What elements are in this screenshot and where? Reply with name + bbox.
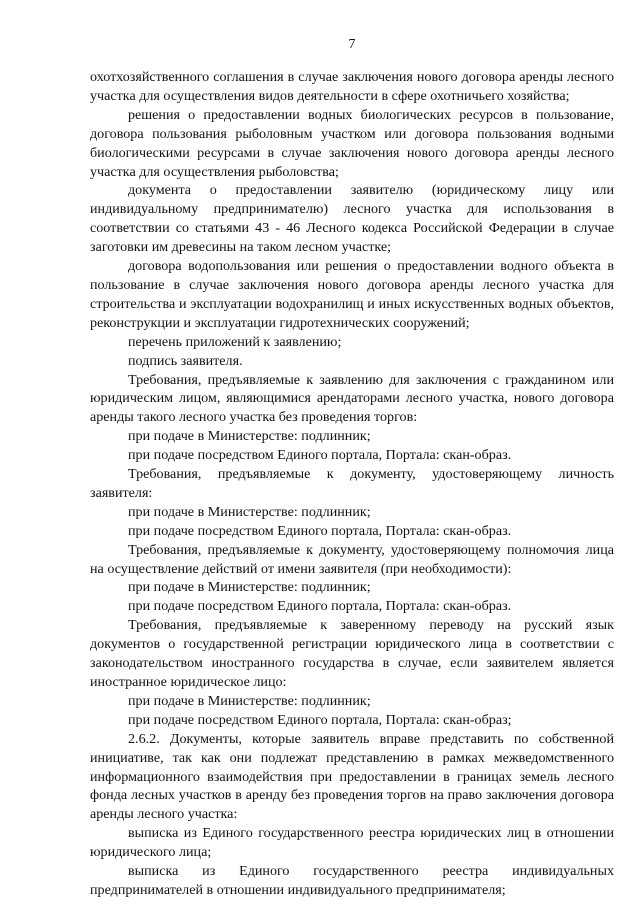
- paragraph: при подаче в Министерстве: подлинник;: [128, 579, 371, 596]
- paragraph: перечень приложений к заявлению;: [128, 333, 342, 350]
- paragraph: решения о предоставлении водных биологических ресурсов в пользование, договора пользования рыболовным участком или договора пользования водными биологическими ресурсами в случае заключения нового договора аренды лесного участка для осуществления рыболовства;: [90, 106, 614, 180]
- paragraph: документа о предоставлении заявителю (юридическому лицу или индивидуальному предпринимателю) лесного участка для использования в соответствии со статьями 43 - 46 Лесного кодекса Российской Федерации в случае заготовки им древесины на таком лесном участке;: [90, 182, 614, 256]
- document-body: [90, 68, 614, 900]
- paragraph: при подаче посредством Единого портала, Портала: скан-образ.: [128, 522, 512, 539]
- paragraph: Требования, предъявляемые к заявлению для заключения с гражданином или юридическим лицом, являющимися арендаторами лесного участка, нового договора аренды такого лесного участка без проведения торгов:: [90, 371, 614, 426]
- paragraph: при подаче в Министерстве: подлинник;: [128, 692, 371, 709]
- paragraph: выписка из Единого государственного реестра индивидуальных предпринимателей в отношении индивидуального предпринимателя;: [90, 863, 614, 898]
- paragraph: выписка из Единого государственного реестра юридических лиц в отношении юридического лица;: [90, 825, 614, 861]
- paragraph: Требования, предъявляемые к заверенному переводу на русский язык документов о государственной регистрации юридического лица в соответствии с законодательством иностранного государства в случае, если заявителем является иностранное юридическое лицо:: [90, 617, 614, 690]
- paragraph: при подаче посредством Единого портала, Портала: скан-образ;: [128, 711, 512, 728]
- paragraph: подпись заявителя.: [128, 352, 243, 369]
- page-number: 7: [348, 36, 356, 51]
- paragraph: при подаче в Министерстве: подлинник;: [128, 428, 371, 445]
- section-paragraph: 2.6.2. Документы, которые заявитель вправе представить по собственной инициативе, так как они подлежат представлению в рамках межведомственного информационного взаимодействия при предоставлении в границах земель лесного фонда лесных участков в аренду без проведения торгов на право заключения договора аренды лесного участка:: [90, 730, 614, 823]
- paragraph: при подаче в Министерстве: подлинник;: [128, 503, 371, 520]
- paragraph: при подаче посредством Единого портала, Портала: скан-образ.: [128, 598, 512, 615]
- paragraph: договора водопользования или решения о предоставлении водного объекта в пользование в случае заключения нового договора аренды лесного участка для строительства и эксплуатации водохранилищ и иных искусственных водных объектов, реконструкции и эксплуатации гидротехнических сооружений;: [90, 258, 614, 331]
- paragraph: Требования, предъявляемые к документу, удостоверяющему личность заявителя:: [90, 466, 614, 501]
- paragraph: при подаче посредством Единого портала, Портала: скан-образ.: [128, 447, 512, 464]
- paragraph: Требования, предъявляемые к документу, удостоверяющему полномочия лица на осуществление действий от имени заявителя (при необходимости):: [90, 541, 614, 577]
- paragraph-continuation: охотхозяйственного соглашения в случае заключения нового договора аренды лесного участка для осуществления видов деятельности в сфере охотничьего хозяйства;: [90, 69, 614, 104]
